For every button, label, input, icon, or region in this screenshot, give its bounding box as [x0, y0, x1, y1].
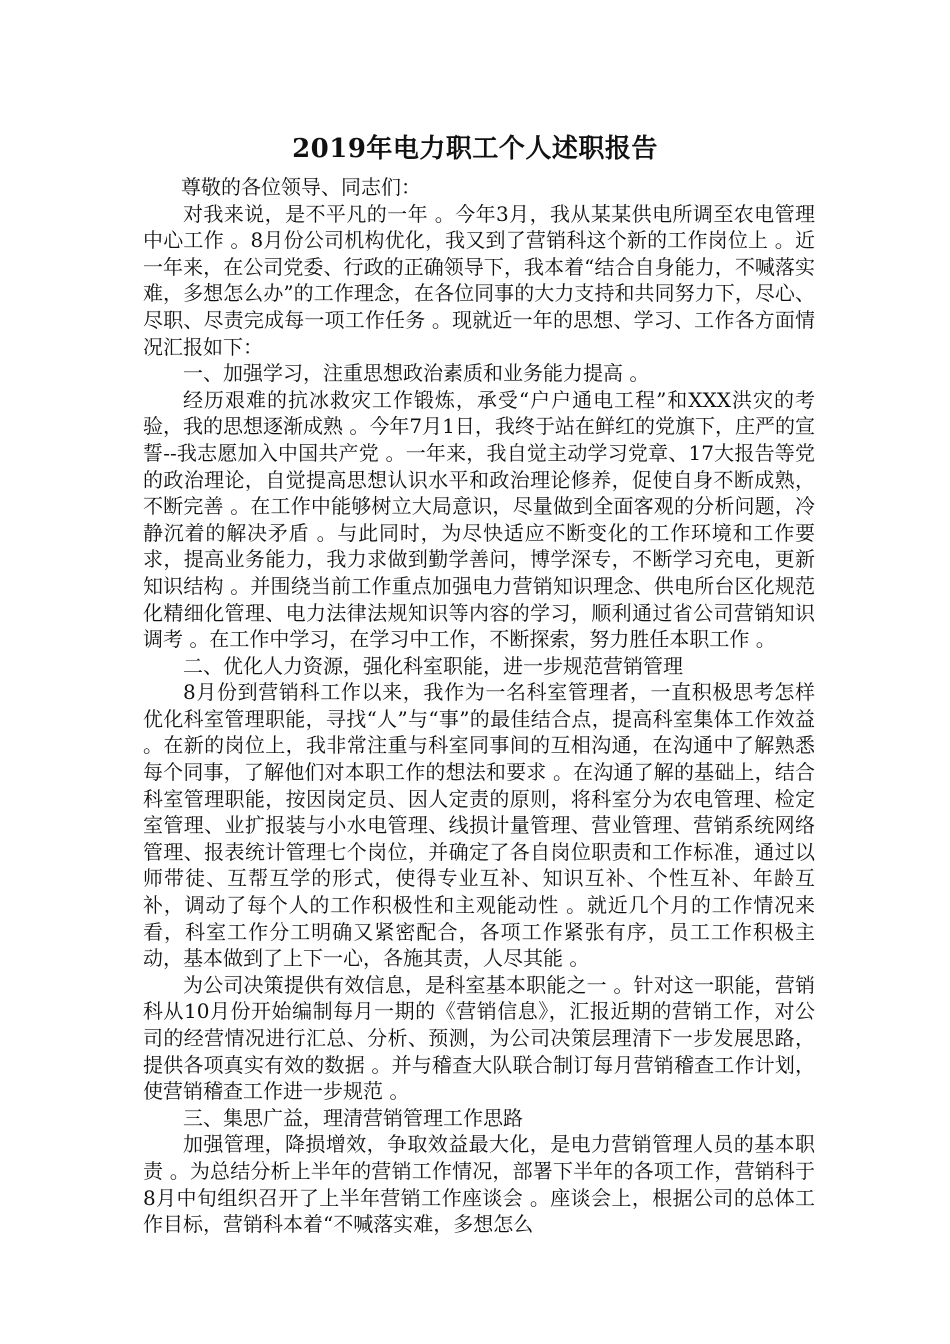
section-heading-2: 二、优化人力资源，强化科室职能，进一步规范营销管理: [183, 653, 683, 678]
section-2-paragraph-1: 8月份到营销科工作以来，我作为一名科室管理者，一直积极思考怎样优化科室管理职能，寻找“人”与“事”的最佳结合点，提高科室集体工作效益 。在新的岗位上，我非常注重与科室同事间的互相沟通，在沟通中了解熟悉每个同事，了解他们对本职工作的想法和要求 。在沟通了解的基础上，结合科室管理职能，按因岗定员、因人定责的原则，将科室分为农电管理、检定室管理、业扩报装与小水电管理、线损计量管理、营业管理、营销系统网络管理、报表统计管理七个岗位，并确定了各自岗位职责和工作标准，通过以师带徒、互帮互学的形式，使得专业互补、知识互补、个性互补、年龄互补，调动了每个人的工作积极性和主观能动性 。就近几个月的工作情况来看，科室工作分工明确又紧密配合，各项工作紧张有序，员工工作积极主动，基本做到了上下一心，各施其责，人尽其能 。: [143, 680, 815, 971]
section-heading-3: 三、集思广益，理清营销管理工作思路: [183, 1105, 523, 1130]
section-heading-1: 一、加强学习，注重思想政治素质和业务能力提高 。: [183, 361, 650, 386]
document-body: [143, 174, 815, 1238]
section-1-paragraph: 经历艰难的抗冰救灾工作锻炼，承受“户户通电工程”和XXX洪灾的考验，我的思想逐渐成熟 。今年7月1日，我终于站在鲜红的党旗下，庄严的宣誓--我志愿加入中国共产党 。一年来，我自觉主动学习党章、17大报告等党的政治理论，自觉提高思想认识水平和政治理论修养，促使自身不断成熟，不断完善 。在工作中能够树立大局意识，尽量做到全面客观的分析问题，冷静沉着的解决矛盾 。与此同时，为尽快适应不断变化的工作环境和工作要求，提高业务能力，我力求做到勤学善问，博学深专，不断学习充电，更新知识结构 。并围绕当前工作重点加强电力营销知识理念、供电所台区化规范化精细化管理、电力法律法规知识等内容的学习，顺利通过省公司营销知识调考 。在工作中学习，在学习中工作，不断探索，努力胜任本职工作 。: [143, 387, 815, 652]
section-3-paragraph: 加强管理，降损增效，争取效益最大化，是电力营销管理人员的基本职责 。为总结分析上半年的营销工作情况，部署下半年的各项工作，营销科于8月中旬组织召开了上半年营销工作座谈会 。座谈会上，根据公司的总体工作目标，营销科本着“不喊落实难，多想怎么: [143, 1132, 815, 1237]
salutation-paragraph: 尊敬的各位领导、同志们：: [181, 175, 421, 199]
section-2-paragraph-2: 为公司决策提供有效信息，是科室基本职能之一 。针对这一职能，营销科从10月份开始编制每月一期的《营销信息》，汇报近期的营销工作，对公司的经营情况进行汇总、分析、预测，为公司决策层理清下一步发展思路，提供各项真实有效的数据 。并与稽查大队联合制订每月营销稽查工作计划，使营销稽查工作进一步规范 。: [143, 972, 815, 1104]
document-title: 2019年电力职工个人述职报告: [292, 134, 658, 164]
intro-paragraph: 对我来说，是不平凡的一年 。今年3月，我从某某供电所调至农电管理中心工作 。8月份公司机构优化，我又到了营销科这个新的工作岗位上 。近一年来，在公司党委、行政的正确领导下，我本着“结合自身能力，不喊落实难，多想怎么办”的工作理念，在各位同事的大力支持和共同努力下，尽心、尽职、尽责完成每一项工作任务 。现就近一年的思想、学习、工作各方面情况汇报如下：: [143, 201, 815, 359]
